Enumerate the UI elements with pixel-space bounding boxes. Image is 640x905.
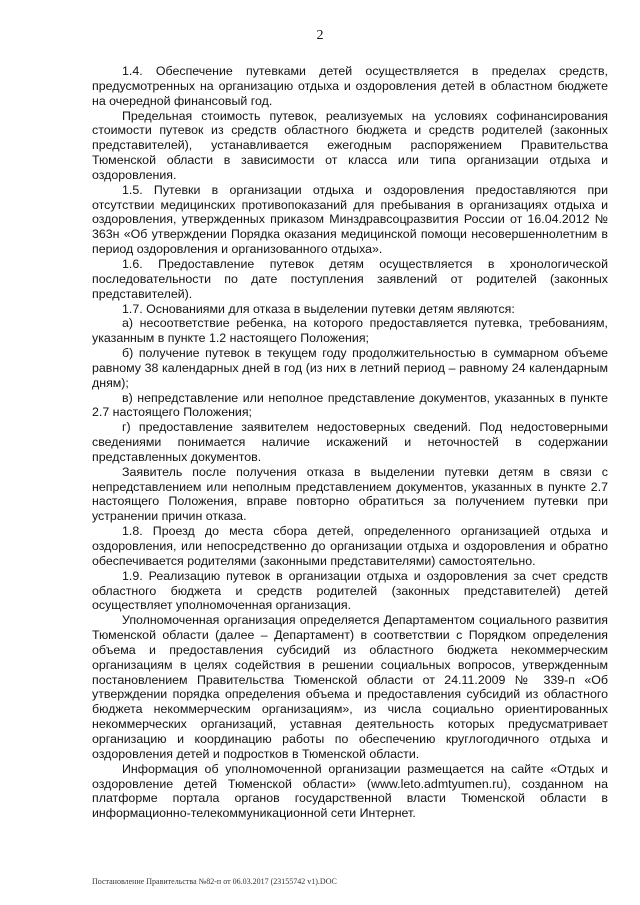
paragraph-1-7-v: в) непредставление или неполное представление документов, указанных в пункте 2.7 настоящего Положения; xyxy=(92,390,608,420)
paragraph-1-9: 1.9. Реализацию путевок в организации отдыха и оздоровления за счет средств областного бюджета и средств родителей (законных представителей) детей осуществляет уполномоченная организация. xyxy=(92,568,608,613)
paragraph-1-8: 1.8. Проезд до места сбора детей, определенного организацией отдыха и оздоровления, или непосредственно до организации отдыха и оздоровления и обратно обеспечивается родителями (законными представителями) самостоятельно. xyxy=(92,524,608,568)
paragraph-1-6: 1.6. Предоставление путевок детям осуществляется в хронологической последовательности по дате поступления заявлений от родителей (законных представителей). xyxy=(92,256,608,301)
paragraph-info-site: Информация об уполномоченной организации размещается на сайте «Отдых и оздоровление детей Тюменской области» (www.leto.admtyumen.ru), созданном на платформе портала органов государственной власти Тюменской области в информационно-телекоммуникационной сети Интернет. xyxy=(92,761,608,821)
paragraph-max-cost: Предельная стоимость путевок, реализуемых на условиях софинансирования стоимости путевок из средств областного бюджета и средств родителей (законных представителей), устанавливается ежегодным распоряжением Правительства Тюменской области в зависимости от класса или типа организации отдыха и оздоровления. xyxy=(92,108,608,182)
paragraph-1-7-g: г) предоставление заявителем недостоверных сведений. Под недостоверными сведениями понимается наличие искажений и неточностей в содержании представленных документов. xyxy=(92,420,608,464)
paragraph-1-7: 1.7. Основаниями для отказа в выделении путевки детям являются: xyxy=(122,301,515,316)
document-footer: Постановление Правительства №82-п от 06.03.2017 (23155742 v1).DOC xyxy=(92,877,337,886)
paragraph-1-4: 1.4. Обеспечение путевками детей осуществляется в пределах средств, предусмотренных на организацию отдыха и оздоровления детей в областном бюджете на очередной финансовый год. xyxy=(92,64,608,108)
page-number: 2 xyxy=(316,28,324,43)
body-text xyxy=(92,64,608,821)
paragraph-1-5: 1.5. Путевки в организации отдыха и оздоровления предоставляются при отсутствии медицинских противопоказаний для пребывания в организациях отдыха и оздоровления, утвержденных приказом Минздравсоцразвития России от 16.04.2012 № 363н «Об утверждении Порядка оказания медицинской помощи несовершеннолетним в период оздоровления и организованного отдыха». xyxy=(92,182,608,257)
paragraph-1-7-a: а) несоответствие ребенка, на которого предоставляется путевка, требованиям, указанным в пункте 1.2 настоящего Положения; xyxy=(92,316,608,346)
paragraph-authorized-org: Уполномоченная организация определяется Департаментом социального развития Тюменской области (далее – Департамент) в соответствии с Порядком определения объема и предоставления субсидий из областного бюджета некоммерческим организациям в целях содействия в решении социальных вопросов, утвержденным постановлением Правительства Тюменской области от 24.11.2009 № 339-п «Об утверждении порядка определения объема и предоставления субсидий из областного бюджета некоммерческим организациям», из числа социально ориентированных некоммерческих организаций, уставная деятельность которых предусматривает организацию и координацию работы по обеспечению круглогодичного отдыха и оздоровления детей и подростков в Тюменской области. xyxy=(92,613,608,761)
paragraph-applicant-retry: Заявитель после получения отказа в выделении путевки детям в связи с непредставлением или неполным представлением документов, указанных в пункте 2.7 настоящего Положения, вправе повторно обратиться за получением путевки при устранении причин отказа. xyxy=(92,464,608,524)
paragraph-1-7-b: б) получение путевок в текущем году продолжительностью в суммарном объеме равному 38 календарных дней в год (из них в летний период – равному 24 календарным дням); xyxy=(92,346,608,390)
